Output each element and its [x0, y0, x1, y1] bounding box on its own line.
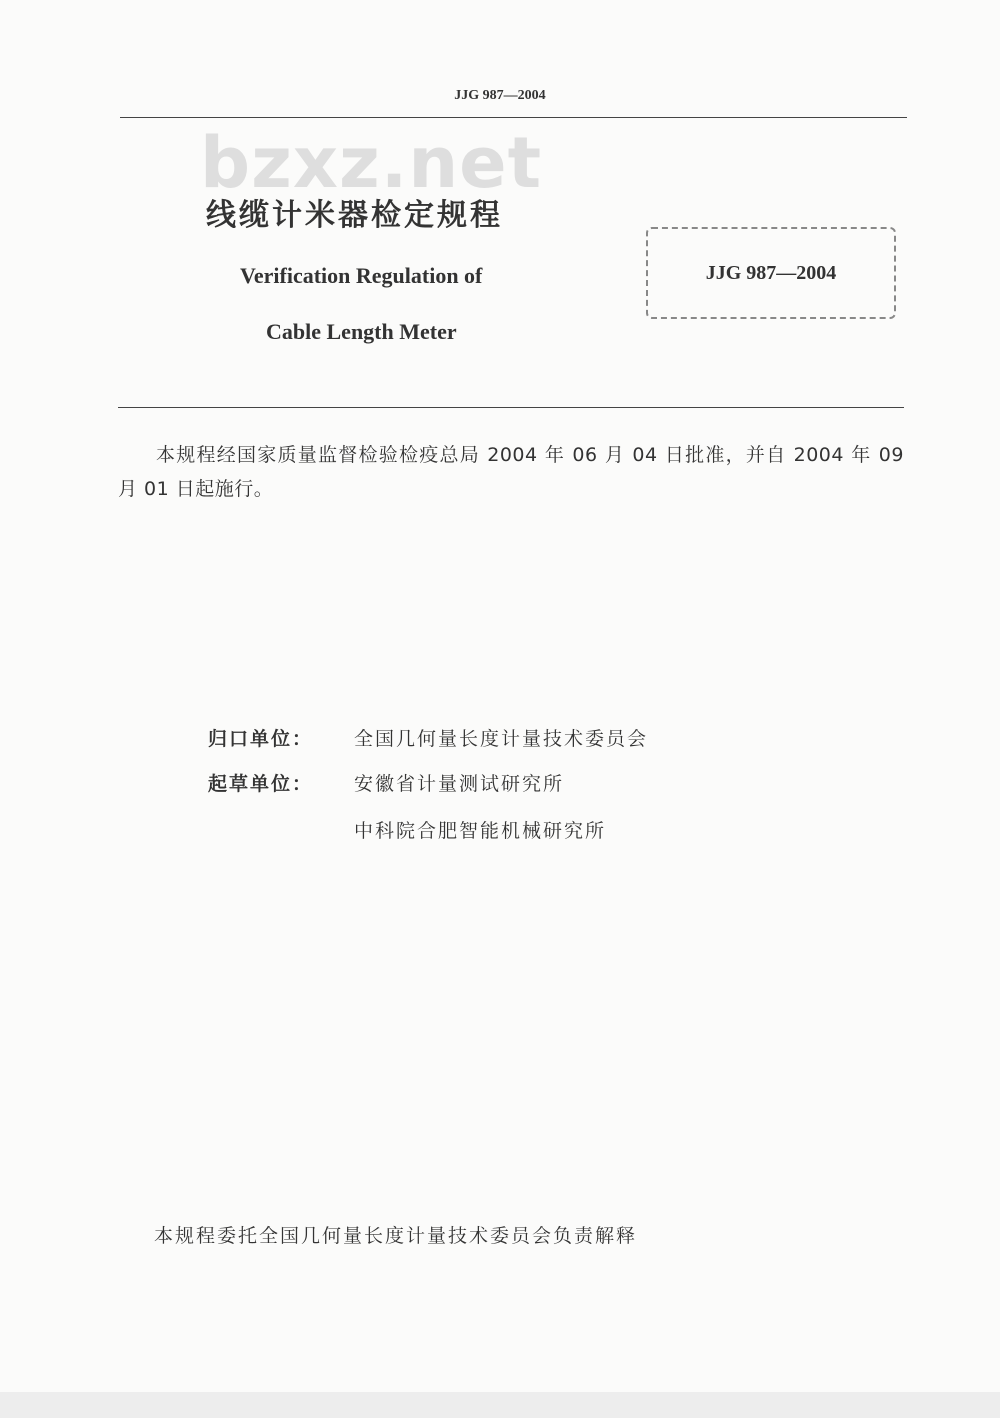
title-divider	[118, 407, 904, 408]
drafting-unit-label: 起草单位：	[208, 773, 314, 795]
approval-statement: 本规程经国家质量监督检验检疫总局 2004 年 06 月 04 日批准，并自 2004 年 09 月 01 日起施行。	[118, 444, 904, 500]
interpretation-note: 本规程委托全国几何量长度计量技术委员会负责解释	[154, 1225, 638, 1247]
drafting-unit-value-1: 安徽省计量测试研究所	[354, 773, 565, 795]
responsible-unit-value: 全国几何量长度计量技术委员会	[354, 728, 649, 750]
scan-bottom-edge	[0, 1392, 1000, 1418]
standard-code-box	[646, 227, 896, 319]
drafting-unit-value-2: 中科院合肥智能机械研究所	[354, 820, 607, 842]
title-english-line1: Verification Regulation of	[240, 263, 483, 288]
responsible-unit-label: 归口单位：	[208, 728, 314, 750]
title-chinese: 线缆计米器检定规程	[206, 198, 503, 233]
header-standard-code: JJG 987—2004	[454, 88, 546, 103]
header-divider	[120, 117, 907, 118]
watermark: bzxz.net	[200, 122, 543, 204]
standard-code: JJG 987—2004	[705, 261, 837, 284]
title-english-line2: Cable Length Meter	[266, 319, 457, 344]
